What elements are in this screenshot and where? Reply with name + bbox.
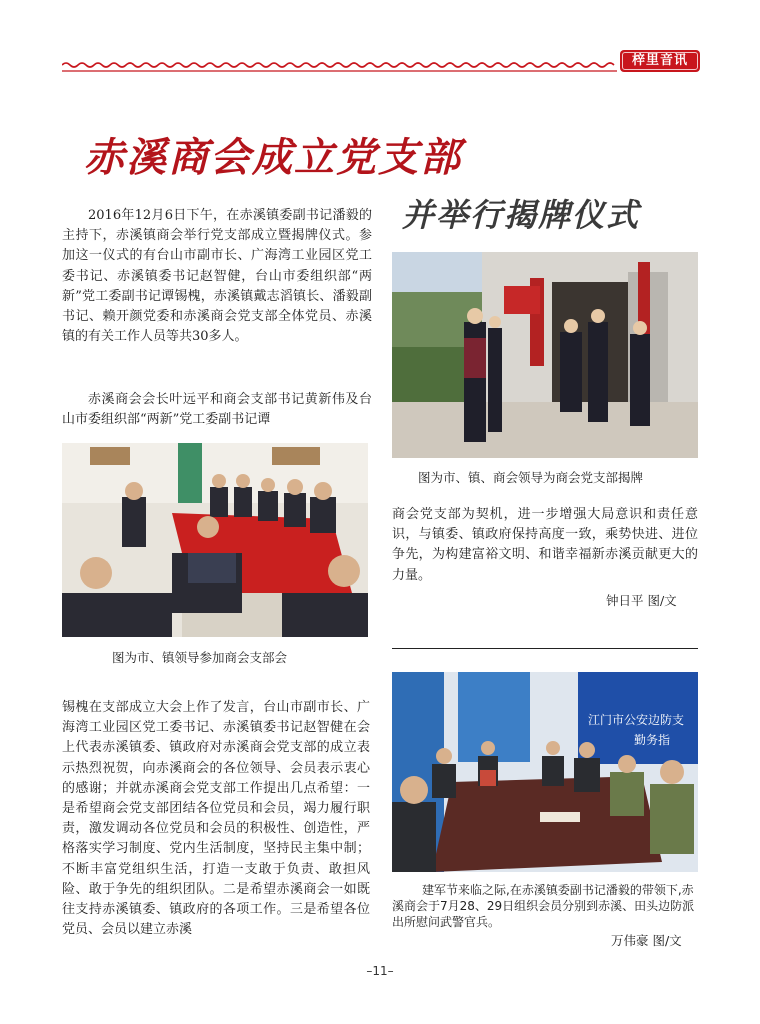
article-paragraph-4: 商会党支部为契机，进一步增强大局意识和责任意识，与镇委、镇政府保持高度一致，乘势快进、进位争先，为构建富裕文明、和谐幸福新赤溪贡献更大的力量。	[392, 507, 698, 583]
unveiling-caption: 图为市、镇、商会领导为商会党支部揭牌	[418, 470, 644, 485]
article-paragraph-3: 锡槐在支部成立大会上作了发言，台山市副市长、广海湾工业园区党工委书记、赤溪镇委书记赵智健在会上代表赤溪镇委、镇政府对赤溪商会党支部的成立表示热烈祝贺，向赤溪商会的各位领导、会员表示衷心的感谢；并就赤溪商会党支部工作提出几点希望：一是希望商会党支部团结各位党员和会员，竭力履行职责，激发调动各位党员和会员的积极性、创造性，严格落实学习制度、党内生活制度，坚持民主集中制；不断丰富党组织生活，打造一支敢于负责、敢担风险、敢于争先的组织团队。二是希望赤溪商会一如既往支持赤溪镇委、镇政府的各项工作。三是希望各位党员、会员以建立赤溪	[62, 700, 370, 938]
border-office-sign: 江门市公安边防支	[588, 713, 685, 727]
meeting-caption: 图为市、镇领导参加商会支部会	[112, 650, 288, 665]
brief-text: 建军节来临之际,在赤溪镇委副书记潘毅的带领下,赤溪商会于7月28、29日组织会员分别到赤溪、田头边防派出所慰问武警官兵。	[392, 883, 695, 929]
header-wave-rule	[62, 60, 617, 74]
article-title: 赤溪商会成立党支部	[84, 135, 462, 181]
article-byline: 钟日平 图/文	[606, 593, 677, 608]
brief-byline: 万伟豪 图/文	[611, 933, 682, 948]
border-office-sign-2: 勤务指	[634, 733, 671, 747]
border-office-visit-photo	[392, 672, 698, 872]
page-number: –11–	[366, 964, 394, 978]
section-badge: 梓里音讯	[620, 50, 700, 72]
section-divider	[392, 648, 698, 649]
unveiling-photo	[392, 252, 698, 458]
article-subtitle: 并举行揭牌仪式	[402, 196, 641, 234]
article-paragraph-1: 2016年12月6日下午，在赤溪镇委副书记潘毅的主持下，赤溪镇商会举行党支部成立暨揭牌仪式。参加这一仪式的有台山市副市长、广海湾工业园区党工委书记、赤溪镇委书记赵智健，台山市委组织部“两新”党工委副书记谭锡槐，赤溪镇戴志滔镇长、潘毅副书记、赖开颜党委和赤溪商会党支部全体党员、赤溪镇的有关工作人员等共30多人。	[62, 208, 372, 345]
article-paragraph-2: 赤溪商会会长叶远平和商会支部书记黄新伟及台山市委组织部“两新”党工委副书记谭	[62, 392, 372, 428]
meeting-photo	[62, 443, 368, 637]
